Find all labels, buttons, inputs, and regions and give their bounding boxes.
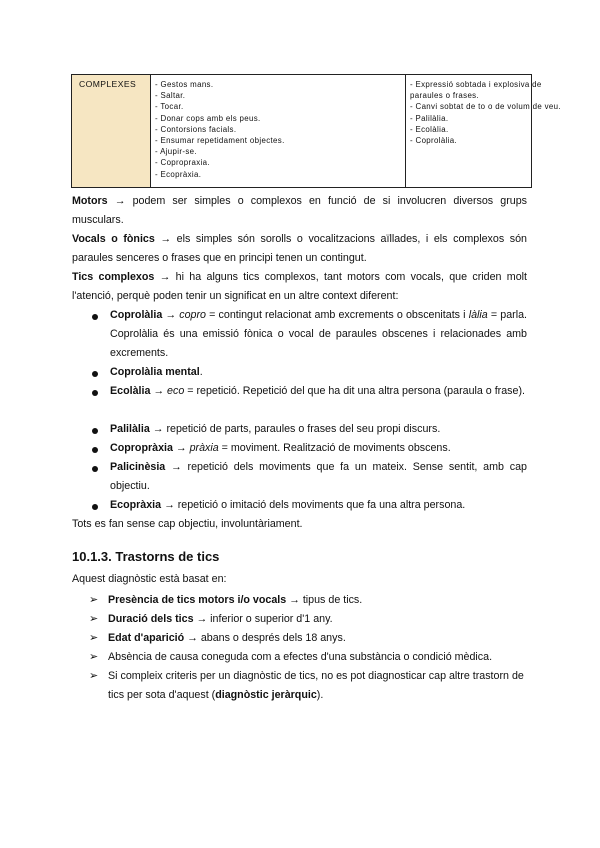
paragraph-tics-complexos xyxy=(72,268,527,306)
table-header-label: COMPLEXES xyxy=(79,79,137,89)
bullet-dot xyxy=(92,314,98,320)
paragraph-motors xyxy=(72,192,527,230)
section-intro: Aquest diagnòstic està basat en: xyxy=(72,573,227,585)
list-item-palicinesia: Palicinèsia → repetició dels moviments que fa un mateix. Sense sentit, amb cap objectiu. xyxy=(110,461,527,492)
table-list-item: - Ecolàlia. xyxy=(410,124,449,134)
table-list-item: - Saltar. xyxy=(155,91,186,101)
vocal-tics-cell xyxy=(406,75,561,187)
list-item-ecopraxia: Ecopràxia → repetició o imitació dels moviments que fa una altra persona. xyxy=(110,499,466,511)
table-list-item: - Expressió sobtada i explosiva de paraules o frases. xyxy=(410,80,542,101)
tics-complexos-text: → hi ha alguns tics complexos, tant motors com vocals, que criden molt l'atenció, perquè poden tenir un significat en un altre context diferent: xyxy=(72,271,527,302)
motor-tics-list xyxy=(155,79,285,180)
arrow-bullet-icon: ➢ xyxy=(89,670,99,682)
table-list-item: - Tocar. xyxy=(155,102,184,112)
table-list-item: - Gestos mans. xyxy=(155,80,214,89)
table-header-cell xyxy=(72,75,151,187)
criterion-edat: Edat d'aparició → abans o després dels 18 anys. xyxy=(108,632,346,644)
vocals-text: → els simples són sorolls o vocalitzacions aïllades, i els complexos són paraules senceres o frases que en principi tenen un contingut. xyxy=(72,233,527,264)
table-list-item: - Canvi sobtat de to o de volum de veu. xyxy=(410,102,561,112)
table-list-item: - Ajupir-se. xyxy=(155,147,197,157)
vocal-tics-list xyxy=(410,79,565,146)
criterion-jerarquic: Si compleix criteris per un diagnòstic de tics, no es pot diagnosticar cap altre trastorn de tics per sota d'aquest (diagnòstic jeràrquic). xyxy=(108,670,524,701)
table-list-item: - Ensumar repetidament objectes. xyxy=(155,136,285,146)
criterion-presencia: Presència de tics motors i/o vocals → tipus de tics. xyxy=(108,594,363,606)
list-item-coproprexia: Copropràxia → pràxia = moviment. Realització de moviments obscens. xyxy=(110,442,451,454)
arrow-bullet-icon: ➢ xyxy=(89,594,99,606)
section-heading: 10.1.3. Trastorns de tics xyxy=(72,549,220,564)
arrow-bullet-icon: ➢ xyxy=(89,651,99,663)
table-list-item: - Contorsions facials. xyxy=(155,124,237,134)
table-list-item: - Donar cops amb els peus. xyxy=(155,113,261,123)
criterion-absencia: Absència de causa coneguda com a efectes d'una substància o condició mèdica. xyxy=(108,651,493,663)
bullet-dot xyxy=(92,371,98,377)
list-item-coprolalia: Coprolàlia → copro = contingut relacionat amb excrements o obscenitats i làlia = parla. Coprolàlia és una emissió fònica o vocal de paraules obscenes i relacionades amb excrements. xyxy=(110,309,527,359)
tics-table xyxy=(71,74,561,188)
table-list-item: - Palilàlia. xyxy=(410,113,449,123)
list-item-palilalia: Palilàlia → repetició de parts, paraules o frases del seu propi discurs. xyxy=(110,423,441,435)
arrow-bullet-icon: ➢ xyxy=(89,632,99,644)
table-list-item: - Copropraxia. xyxy=(155,158,210,168)
term-vocals: Vocals o fònics xyxy=(72,233,155,245)
term-motors: Motors xyxy=(72,195,108,207)
paragraph-vocals xyxy=(72,230,527,268)
bullet-dot xyxy=(92,466,98,472)
table-list-item: - Ecopràxia. xyxy=(155,169,202,179)
motors-text: → podem ser simples o complexos en funció de si involucren diversos grups musculars. xyxy=(72,195,527,226)
bullet-dot xyxy=(92,504,98,510)
term-tics-complexos: Tics complexos xyxy=(72,271,155,283)
list-item-coprolalia-mental: Coprolàlia mental. xyxy=(110,366,203,378)
table-list-item: - Coprolàlia. xyxy=(410,136,458,146)
bullet-dot xyxy=(92,390,98,396)
bullet-dot xyxy=(92,428,98,434)
list-item-ecolalia: Ecolàlia → eco = repetició. Repetició del que ha dit una altra persona (paraula o frase). xyxy=(110,385,526,397)
closing-sentence: Tots es fan sense cap objectiu, involuntàriament. xyxy=(72,518,303,530)
motor-tics-cell xyxy=(151,75,406,187)
bullet-dot xyxy=(92,447,98,453)
criterion-duracio: Duració dels tics → inferior o superior d'1 any. xyxy=(108,613,333,625)
arrow-bullet-icon: ➢ xyxy=(89,613,99,625)
